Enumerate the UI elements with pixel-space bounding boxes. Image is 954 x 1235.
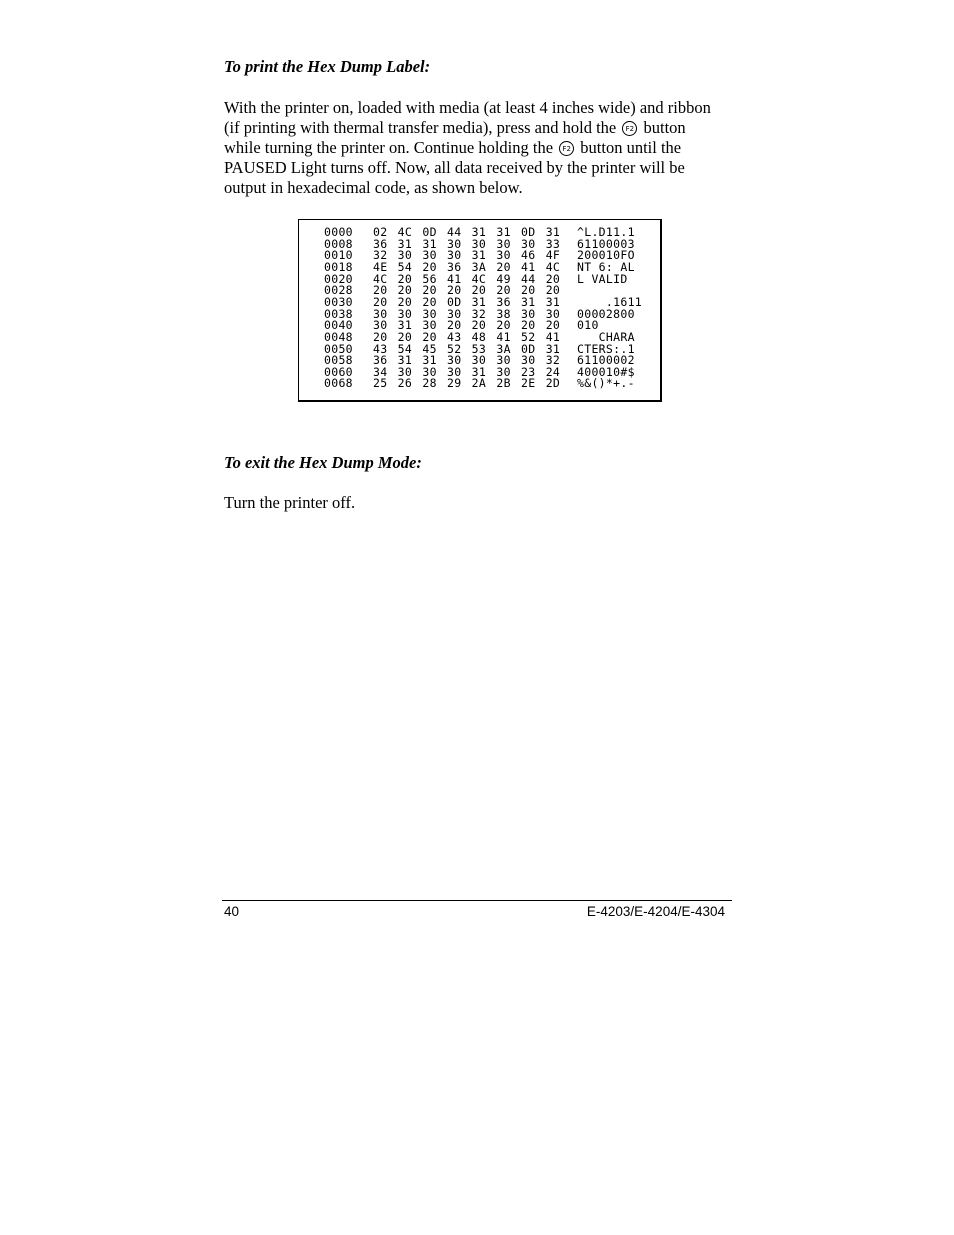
hex-bytes: 34 30 30 30 31 30 23 24 — [373, 364, 561, 379]
paragraph-text: (if printing with thermal transfer media), press and hold the — [224, 118, 617, 137]
hex-address: 0018 — [324, 259, 353, 274]
hex-ascii: CHARA — [577, 329, 635, 344]
hex-address: 0050 — [324, 341, 353, 356]
section-heading-exit-hex-dump: To exit the Hex Dump Mode: — [224, 453, 422, 472]
hex-address: 0058 — [324, 353, 353, 368]
footer-divider — [222, 900, 732, 901]
hex-bytes: 36 31 31 30 30 30 30 33 — [373, 236, 561, 251]
hex-bytes: 4E 54 20 36 3A 20 41 4C — [373, 259, 561, 274]
hex-bytes: 20 20 20 0D 31 36 31 31 — [373, 294, 561, 309]
print-instructions-paragraph — [224, 98, 734, 198]
exit-instructions-paragraph: Turn the printer off. — [224, 493, 356, 512]
hex-bytes: 20 20 20 20 20 20 20 20 — [373, 283, 561, 298]
paragraph-line — [224, 138, 734, 158]
hex-address: 0030 — [324, 294, 353, 309]
hex-address: 0060 — [324, 364, 353, 379]
hex-bytes: 02 4C 0D 44 31 31 0D 31 — [373, 225, 561, 239]
hex-address: 0008 — [324, 236, 353, 251]
hex-bytes: 20 20 20 43 48 41 52 41 — [373, 329, 561, 344]
paragraph-line: PAUSED Light turns off. Now, all data received by the printer will be — [224, 158, 685, 177]
hex-ascii: NT 6: AL — [577, 259, 635, 274]
hex-ascii: 61100002 — [577, 353, 635, 368]
hex-ascii: L VALID — [577, 271, 628, 286]
hex-ascii: 010 — [577, 318, 599, 333]
page-number: 40 — [224, 904, 240, 919]
footer-model-names: E-4203/E-4204/E-4304 — [586, 904, 725, 919]
paragraph-line: output in hexadecimal code, as shown below. — [224, 178, 523, 197]
hex-bytes: 43 54 45 52 53 3A 0D 31 — [373, 341, 561, 356]
hex-bytes: 36 31 31 30 30 30 30 32 — [373, 353, 561, 368]
hex-address: 0028 — [324, 283, 353, 298]
hex-bytes: 25 26 28 29 2A 2B 2E 2D — [373, 376, 561, 391]
hex-bytes: 30 31 30 20 20 20 20 20 — [373, 318, 561, 333]
f2-button-icon: F2 — [622, 121, 637, 136]
paragraph-text: while turning the printer on. Continue holding the — [224, 138, 554, 157]
hex-ascii: ^L.D11.1 — [577, 225, 635, 239]
section-heading-print-hex-dump: To print the Hex Dump Label: — [224, 57, 431, 76]
hex-bytes: 32 30 30 30 31 30 46 4F — [373, 248, 561, 263]
hex-address: 0048 — [324, 329, 353, 344]
hex-bytes: 4C 20 56 41 4C 49 44 20 — [373, 271, 561, 286]
paragraph-text: button — [643, 118, 686, 137]
hex-address: 0040 — [324, 318, 353, 333]
paragraph-line: With the printer on, loaded with media (at least 4 inches wide) and ribbon — [224, 98, 711, 117]
hex-address: 0068 — [324, 376, 353, 391]
hex-dump-label-sample — [298, 219, 662, 402]
hex-address: 0038 — [324, 306, 353, 321]
hex-ascii: %&()*+.- — [577, 376, 635, 391]
f2-button-icon: F2 — [559, 141, 574, 156]
hex-ascii: 61100003 — [577, 236, 635, 251]
hex-address: 0020 — [324, 271, 353, 286]
hex-ascii: .1611 — [577, 294, 643, 309]
hex-ascii: 00002800 — [577, 306, 635, 321]
hex-address: 0010 — [324, 248, 353, 263]
hex-bytes: 30 30 30 30 32 38 30 30 — [373, 306, 561, 321]
hex-ascii: 200010FO — [577, 248, 635, 263]
hex-ascii: CTERS:.1 — [577, 341, 635, 356]
paragraph-line — [224, 118, 734, 138]
hex-ascii: 400010#$ — [577, 364, 635, 379]
hex-address: 0000 — [324, 225, 353, 239]
paragraph-text: button until the — [580, 138, 682, 157]
